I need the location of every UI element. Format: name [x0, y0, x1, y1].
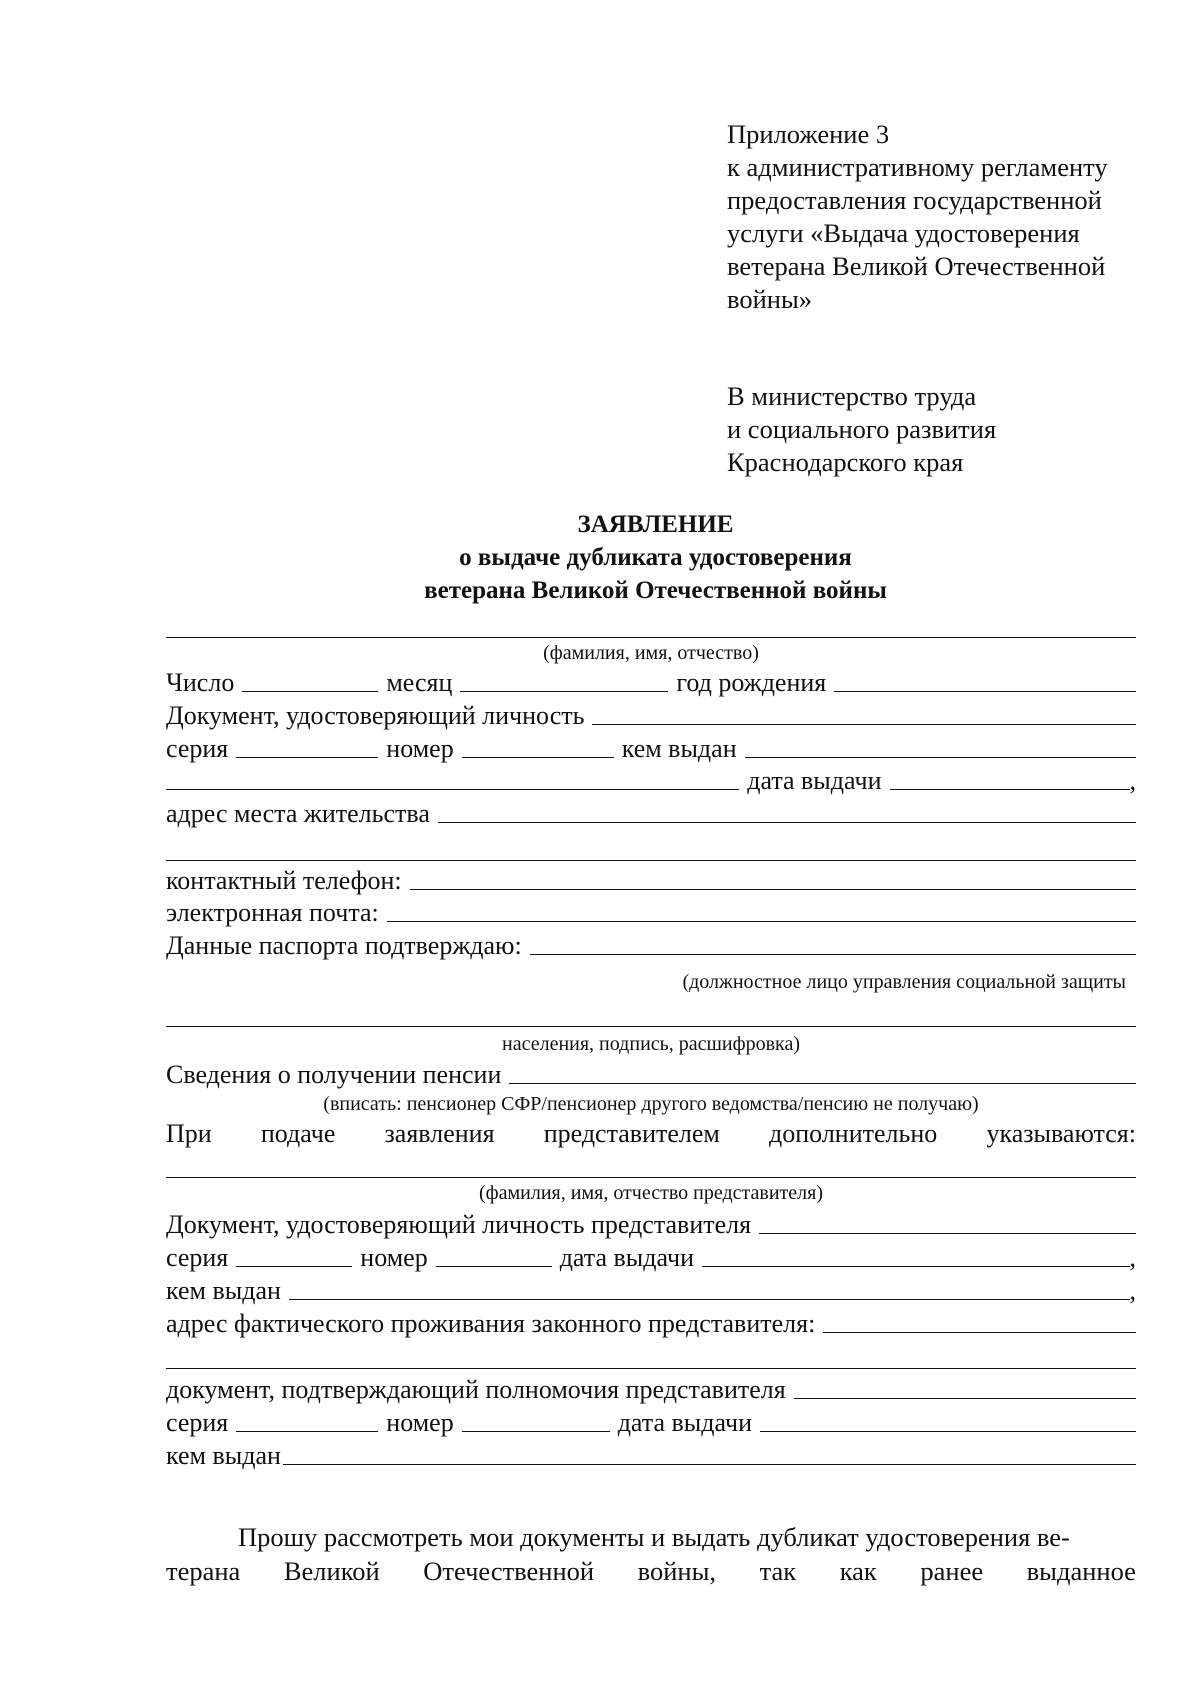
issue-date-field[interactable]	[890, 789, 1130, 790]
request-word: Великой	[283, 1556, 380, 1586]
rep-address-field[interactable]	[823, 1332, 1136, 1333]
pension-caption: (вписать: пенсионер СФР/пенсионер другого ведомства/пенсию не получаю)	[323, 1093, 979, 1115]
comma: ,	[1129, 1276, 1136, 1305]
rep-fio-field[interactable]	[166, 1177, 1136, 1178]
comma: ,	[1129, 766, 1136, 795]
intro-word: представителем	[543, 1119, 720, 1148]
appendix-line: услуги «Выдача удостоверения	[727, 218, 1080, 248]
appendix-line: Приложение 3	[727, 119, 890, 149]
passport-confirm-label: Данные паспорта подтверждаю:	[166, 931, 522, 960]
auth-issued-by-row	[166, 1441, 1136, 1471]
appendix-line: к административному регламенту	[727, 152, 1108, 182]
auth-number-label: номер	[386, 1408, 454, 1437]
issued-by-label: кем выдан	[621, 734, 737, 763]
phone-field[interactable]	[410, 889, 1136, 890]
month-label: месяц	[386, 668, 453, 697]
intro-word: заявления	[384, 1119, 495, 1148]
pension-field[interactable]	[509, 1083, 1136, 1084]
title-heading: ЗАЯВЛЕНИЕ	[577, 511, 734, 538]
rep-series-row	[166, 1243, 1136, 1273]
title-line: ветерана Великой Отечественной войны	[424, 577, 887, 604]
rep-issued-by-row	[166, 1276, 1136, 1306]
rep-series-label: серия	[166, 1243, 229, 1272]
appendix-header	[727, 118, 1108, 316]
rep-address-label: адрес фактического проживания законного представителя:	[166, 1309, 816, 1338]
issued-by-field[interactable]	[745, 757, 1136, 758]
request-word: выданное	[1026, 1556, 1136, 1586]
address-field[interactable]	[438, 822, 1136, 823]
request-word: ранее	[920, 1556, 984, 1586]
issued-by-field-cont[interactable]	[166, 789, 739, 790]
request-text: Прошу рассмотреть мои документы и выдать дубликат удостоверения ве-	[238, 1522, 1070, 1552]
fio-caption: (фамилия, имя, отчество)	[543, 642, 759, 664]
rep-id-doc-label: Документ, удостоверяющий личность представителя	[166, 1210, 752, 1239]
rep-issued-by-field[interactable]	[289, 1299, 1130, 1300]
addressee-line: В министерство труда	[727, 381, 977, 411]
auth-series-field[interactable]	[236, 1431, 378, 1432]
request-word: терана	[166, 1556, 241, 1586]
auth-series-row	[166, 1408, 1136, 1438]
pension-row	[166, 1060, 1136, 1090]
auth-number-field[interactable]	[462, 1431, 610, 1432]
auth-issue-date-label: дата выдачи	[617, 1408, 752, 1437]
year-field[interactable]	[834, 691, 1136, 692]
issue-date-label: дата выдачи	[747, 766, 882, 795]
day-field[interactable]	[242, 691, 378, 692]
year-label: год рождения	[676, 668, 827, 697]
issue-date-row	[166, 766, 1136, 796]
passport-confirm-row	[166, 931, 1136, 961]
representative-intro	[166, 1119, 1136, 1149]
authority-doc-field[interactable]	[794, 1398, 1136, 1399]
request-line-2	[166, 1554, 1136, 1588]
email-label: электронная почта:	[166, 898, 379, 927]
series-label: серия	[166, 734, 229, 763]
rep-issued-by-label: кем выдан	[166, 1276, 281, 1305]
auth-issued-by-field[interactable]	[283, 1464, 1136, 1465]
series-field[interactable]	[236, 757, 378, 758]
passport-confirm-field[interactable]	[530, 954, 1136, 955]
addressee	[727, 380, 996, 479]
birth-row	[166, 668, 1136, 698]
rep-issue-date-field[interactable]	[702, 1266, 1130, 1267]
rep-issue-date-label: дата выдачи	[559, 1243, 694, 1272]
request-word: войны,	[637, 1556, 717, 1586]
series-row	[166, 734, 1136, 764]
intro-word: При	[166, 1119, 212, 1148]
rep-number-field[interactable]	[436, 1266, 552, 1267]
authority-doc-label: документ, подтверждающий полномочия представителя	[166, 1375, 786, 1404]
request-word: так	[759, 1556, 797, 1586]
day-label: Число	[166, 668, 235, 697]
rep-address-field-cont[interactable]	[166, 1368, 1136, 1369]
addressee-line: и социального развития	[727, 414, 997, 444]
auth-series-label: серия	[166, 1408, 229, 1437]
email-row	[166, 898, 1136, 928]
authority-doc-row	[166, 1375, 1136, 1405]
official-caption-2: населения, подпись, расшифровка)	[502, 1033, 800, 1055]
addressee-line: Краснодарского края	[727, 447, 964, 477]
id-doc-field[interactable]	[592, 724, 1136, 725]
address-row	[166, 799, 1136, 829]
number-label: номер	[386, 734, 454, 763]
rep-id-doc-field[interactable]	[759, 1233, 1136, 1234]
auth-issue-date-field[interactable]	[760, 1431, 1136, 1432]
official-signature-field[interactable]	[166, 1026, 1136, 1027]
request-word: Отечественной	[423, 1556, 595, 1586]
id-doc-row	[166, 701, 1136, 731]
comma: ,	[1129, 1243, 1136, 1272]
auth-issued-by-label: кем выдан	[166, 1441, 281, 1470]
phone-label: контактный телефон:	[166, 866, 402, 895]
request-line-1	[166, 1520, 1136, 1554]
appendix-line: ветерана Великой Отечественной	[727, 251, 1106, 281]
fio-field[interactable]	[166, 637, 1136, 638]
id-doc-label: Документ, удостоверяющий личность	[166, 701, 585, 730]
address-field-cont[interactable]	[166, 860, 1136, 861]
request-word: как	[839, 1556, 877, 1586]
official-caption: (должностное лицо управления социальной защиты	[682, 971, 1126, 993]
phone-row	[166, 866, 1136, 896]
intro-word: подаче	[260, 1119, 336, 1148]
appendix-line: войны»	[727, 284, 812, 314]
intro-word: указываются:	[986, 1119, 1136, 1148]
month-field[interactable]	[460, 691, 668, 692]
intro-word: дополнительно	[769, 1119, 938, 1148]
rep-id-doc-row	[166, 1210, 1136, 1240]
document-title	[0, 508, 1200, 607]
title-line: о выдаче дубликата удостоверения	[459, 544, 852, 571]
rep-fio-caption: (фамилия, имя, отчество представителя)	[479, 1182, 823, 1204]
email-field[interactable]	[387, 921, 1136, 922]
rep-series-field[interactable]	[236, 1266, 352, 1267]
number-field[interactable]	[462, 757, 614, 758]
rep-number-label: номер	[360, 1243, 428, 1272]
pension-label: Сведения о получении пенсии	[166, 1060, 502, 1089]
rep-address-row	[166, 1309, 1136, 1339]
appendix-line: предоставления государственной	[727, 185, 1102, 215]
address-label: адрес места жительства	[166, 799, 430, 828]
